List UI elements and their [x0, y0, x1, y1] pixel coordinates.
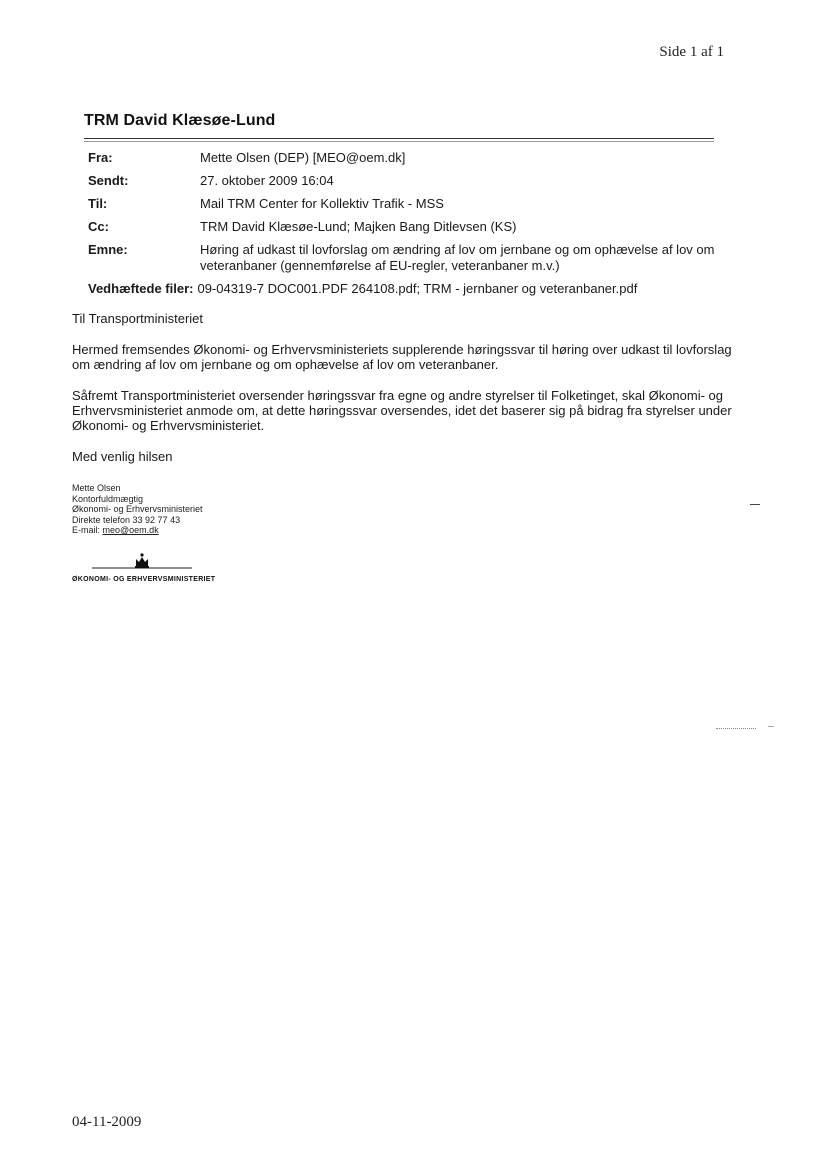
header-row-cc	[88, 219, 728, 235]
signature-email-label: E-mail:	[72, 525, 101, 535]
subject-value: Høring af udkast til lovforslag om ændring af lov om jernbane og om ophævelse af lov om veteranbaner (gennemførelse af EU-regler, veteranbaner m.v.)	[200, 242, 715, 273]
header-divider-secondary	[84, 141, 714, 142]
header-row-attachments	[88, 281, 728, 297]
scan-artifact	[716, 728, 756, 729]
header-row-from	[88, 150, 728, 166]
from-value: Mette Olsen (DEP) [MEO@oem.dk]	[200, 150, 406, 165]
sent-label: Sendt:	[88, 173, 129, 188]
subject-label: Emne:	[88, 242, 128, 257]
salutation: Til Transportministeriet	[72, 311, 203, 326]
closing: Med venlig hilsen	[72, 449, 173, 464]
to-value: Mail TRM Center for Kollektiv Trafik - MSS	[200, 196, 444, 211]
crown-icon	[92, 553, 192, 568]
signature-name: Mette Olsen	[72, 483, 121, 493]
to-label: Til:	[88, 196, 108, 211]
signature-title: Kontorfuldmægtig	[72, 493, 144, 504]
email-header-table	[88, 150, 728, 304]
body-paragraph-2: Såfremt Transportministeriet oversender høringssvar fra egne og andre styrelser til Folketinget, skal Økonomi- og Erhvervsministeriet anmode om, at dette høringssvar oversendes, idet det baserer sig på bidrag fra styrelser under Økonomi- og Erhvervsministeriet.	[72, 388, 732, 433]
footer-date: 04-11-2009	[72, 1114, 142, 1130]
scan-artifact	[768, 726, 774, 727]
ministry-logo-text: ØKONOMI- OG ERHVERVSMINISTERIET	[72, 576, 216, 583]
header-divider	[84, 138, 714, 139]
from-label: Fra:	[88, 150, 113, 165]
attachments-value: 09-04319-7 DOC001.PDF 264108.pdf; TRM - jernbaner og veteranbaner.pdf	[197, 281, 638, 296]
cc-label: Cc:	[88, 219, 109, 234]
signature-block	[72, 483, 203, 536]
attachments-label: Vedhæftede filer:	[88, 281, 194, 296]
email-body	[72, 311, 732, 480]
cc-value: TRM David Klæsøe-Lund; Majken Bang Ditlevsen (KS)	[200, 219, 517, 234]
body-paragraph-1: Hermed fremsendes Økonomi- og Erhvervsministeriets supplerende høringssvar til høring over udkast til lovforslag om ændring af lov om jernbane og om ophævelse af lov om veteranbaner.	[72, 342, 732, 372]
sent-value: 27. oktober 2009 16:04	[200, 173, 334, 188]
header-row-sent	[88, 173, 728, 189]
header-row-to	[88, 196, 728, 212]
signature-email-link[interactable]: meo@oem.dk	[102, 525, 159, 535]
signature-email-line	[72, 525, 203, 536]
page-number: Side 1 af 1	[659, 44, 724, 60]
header-row-subject	[88, 242, 728, 274]
mailbox-owner: TRM David Klæsøe-Lund	[84, 112, 276, 129]
signature-ministry: Økonomi- og Erhvervsministeriet	[72, 504, 203, 514]
scan-artifact	[750, 504, 760, 505]
signature-phone: Direkte telefon 33 92 77 43	[72, 514, 181, 525]
